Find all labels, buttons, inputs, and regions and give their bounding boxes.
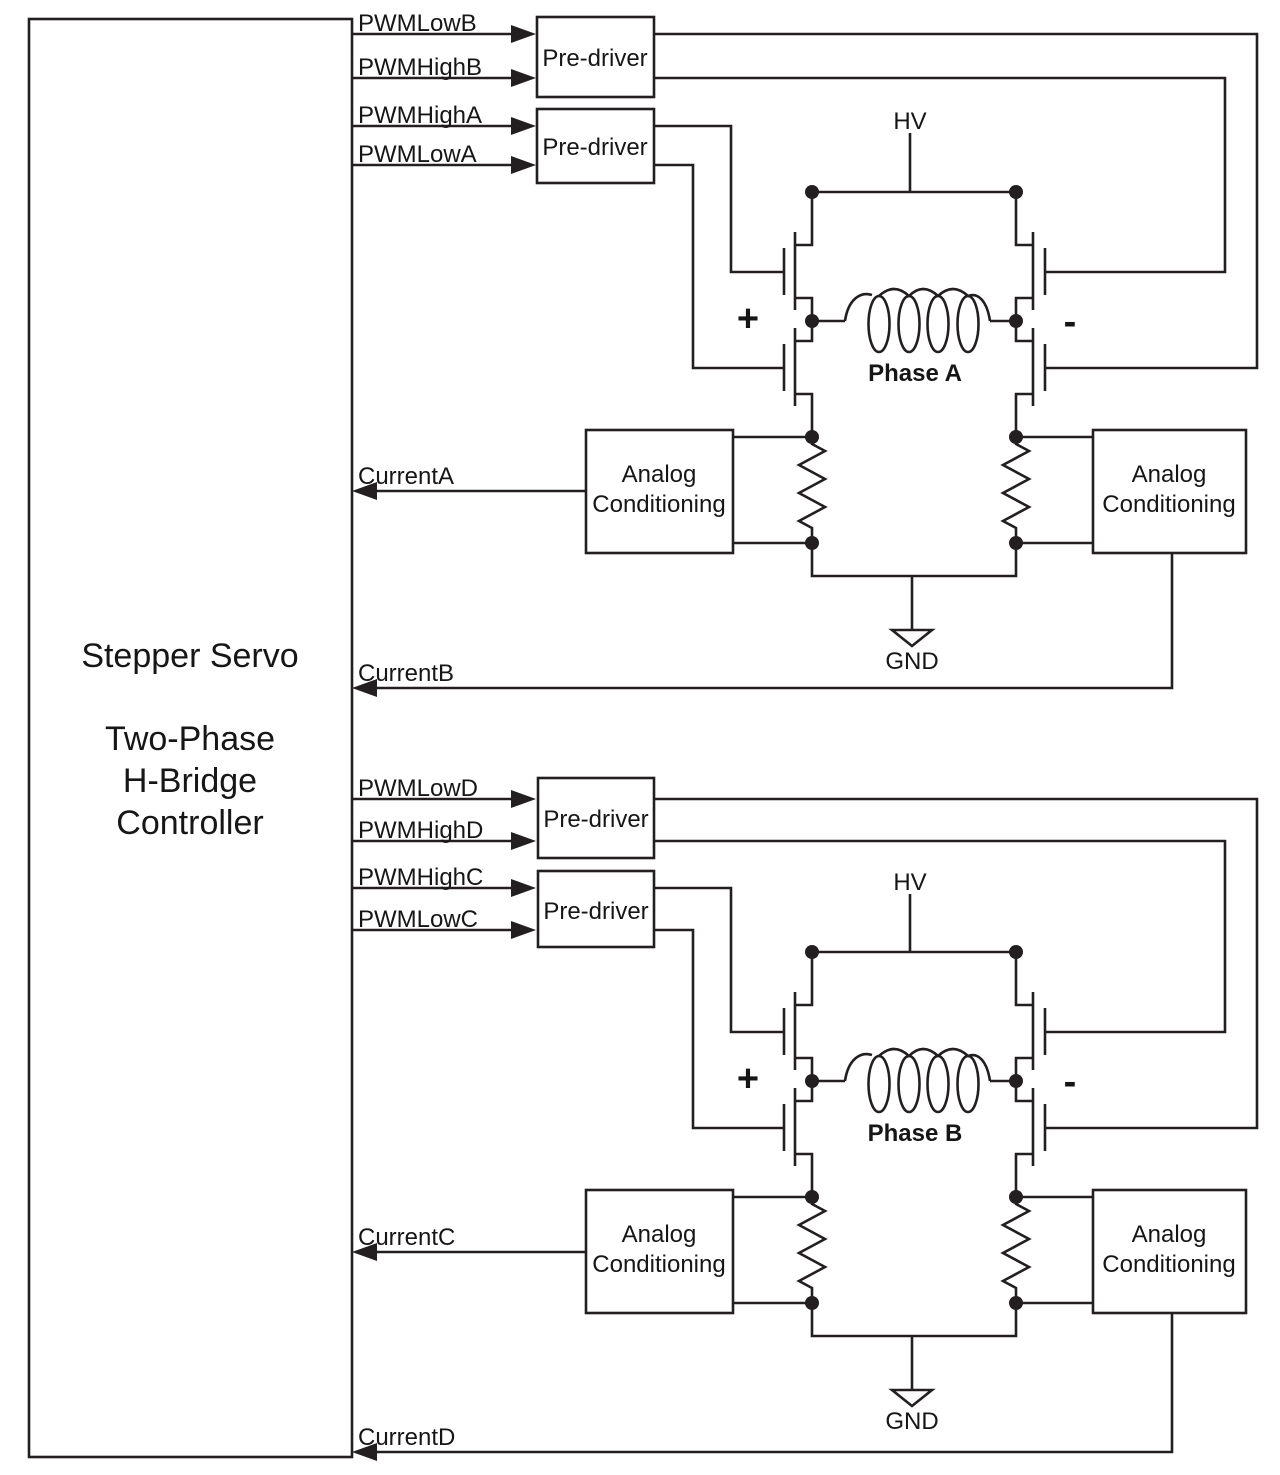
predriver-label-a: Pre-driver	[542, 134, 648, 161]
gnd-symbol-b-icon	[892, 1390, 932, 1406]
junction-dot	[805, 1296, 819, 1310]
inductor-b-icon	[812, 1049, 1016, 1112]
junction-dot	[1009, 430, 1023, 444]
gnd-symbol-a-icon	[892, 630, 932, 646]
controller-title-line1: Stepper Servo	[81, 637, 299, 675]
predriver-label-b: Pre-driver	[542, 45, 648, 72]
pwm-arrowhead-icons-b	[511, 790, 536, 939]
junction-dot	[805, 1190, 819, 1204]
gnd-label-a: GND	[885, 648, 939, 675]
analog-label-a-right-line1: Analog	[1131, 461, 1207, 488]
analog-label-a-left-line2: Conditioning	[592, 491, 726, 518]
analog-label-b-left-line2: Conditioning	[592, 1251, 726, 1278]
junction-dot	[1009, 1074, 1023, 1088]
mosfet-b-low-left-icon	[784, 1081, 812, 1197]
controller-title-line4: Controller	[116, 804, 264, 842]
phase-a-section	[352, 10, 1257, 697]
current-b-wire	[374, 553, 1172, 688]
inductor-b-loop	[958, 1056, 979, 1112]
inductor-a-loop	[869, 296, 890, 352]
analog-label-a-right-line2: Conditioning	[1102, 491, 1236, 518]
hv-rail-a	[812, 133, 1016, 192]
analog-label-b-left-line1: Analog	[621, 1221, 697, 1248]
mosfet-a-high-right-icon	[1016, 192, 1045, 321]
hv-rail-b	[812, 894, 1016, 952]
signal-label-pwmhighd: PWMHighD	[358, 817, 484, 844]
winding-label-a: Phase A	[868, 360, 962, 387]
sense-resistor-b-left-icon	[799, 1197, 825, 1303]
hv-label-b: HV	[893, 869, 927, 896]
junction-dot	[1009, 1296, 1023, 1310]
polarity-plus-a: +	[736, 298, 760, 340]
mosfet-a-low-left-icon	[784, 321, 812, 437]
inductor-b-loop	[899, 1056, 920, 1112]
mosfet-b-high-left-icon	[784, 952, 812, 1081]
controller-title-line3: H-Bridge	[122, 762, 258, 800]
junction-dot	[1009, 945, 1023, 959]
analog-label-b-right-line2: Conditioning	[1102, 1251, 1236, 1278]
hv-label-a: HV	[893, 108, 927, 135]
gnd-label-b: GND	[885, 1408, 939, 1435]
junction-dot	[805, 1074, 819, 1088]
inductor-a-loop	[899, 296, 920, 352]
mosfet-b-high-right-icon	[1016, 952, 1045, 1081]
inductor-b-loop	[869, 1056, 890, 1112]
analog-label-b-right-line1: Analog	[1131, 1221, 1207, 1248]
signal-label-pwmhigha: PWMHighA	[358, 102, 483, 129]
predriver-label-d: Pre-driver	[543, 806, 649, 833]
winding-label-b: Phase B	[867, 1120, 963, 1147]
signal-label-currentd: CurrentD	[358, 1424, 456, 1451]
junction-dot	[805, 945, 819, 959]
ground-rail-a	[812, 543, 1016, 630]
junction-dot	[805, 185, 819, 199]
polarity-minus-b: -	[1063, 1061, 1077, 1103]
junction-dot	[805, 430, 819, 444]
pwm-arrowhead-icons-a	[511, 25, 536, 174]
controller-title-line2: Two-Phase	[104, 720, 276, 758]
polarity-plus-b: +	[736, 1058, 760, 1100]
mosfet-b-low-right-icon	[1016, 1081, 1045, 1197]
junction-dot	[1009, 314, 1023, 328]
analog-sense-taps-a	[733, 437, 1093, 543]
junction-dot	[1009, 1190, 1023, 1204]
junction-dot	[805, 536, 819, 550]
signal-label-currentc: CurrentC	[358, 1224, 456, 1251]
signal-label-pwmhighb: PWMHighB	[358, 54, 483, 81]
ground-rail-b	[812, 1303, 1016, 1390]
junction-dot	[805, 314, 819, 328]
predriver-label-c: Pre-driver	[543, 898, 649, 925]
mosfet-a-high-left-icon	[784, 192, 812, 321]
analog-label-a-left-line1: Analog	[621, 461, 697, 488]
analog-sense-taps-b	[733, 1197, 1093, 1303]
signal-label-pwmlowc: PWMLowC	[358, 906, 479, 933]
inductor-b-loop	[928, 1056, 949, 1112]
controller-block	[29, 19, 352, 1457]
signal-label-currentb: CurrentB	[358, 660, 455, 687]
sense-resistor-b-right-icon	[1003, 1197, 1029, 1303]
phase-b-section	[352, 775, 1257, 1461]
mosfet-a-low-right-icon	[1016, 321, 1045, 437]
sense-resistor-a-left-icon	[799, 437, 825, 543]
polarity-minus-a: -	[1063, 301, 1077, 343]
signal-label-pwmlowa: PWMLowA	[358, 141, 477, 168]
junction-dot	[1009, 185, 1023, 199]
junction-dot	[1009, 536, 1023, 550]
signal-label-pwmlowd: PWMLowD	[358, 775, 479, 802]
current-d-wire	[374, 1313, 1172, 1452]
signal-label-currenta: CurrentA	[358, 463, 455, 490]
inductor-a-loop	[928, 296, 949, 352]
inductor-a-loop	[958, 296, 979, 352]
signal-label-pwmlowb: PWMLowB	[358, 10, 477, 37]
inductor-a-icon	[812, 289, 1016, 352]
sense-resistor-a-right-icon	[1003, 437, 1029, 543]
signal-label-pwmhighc: PWMHighC	[358, 864, 484, 891]
